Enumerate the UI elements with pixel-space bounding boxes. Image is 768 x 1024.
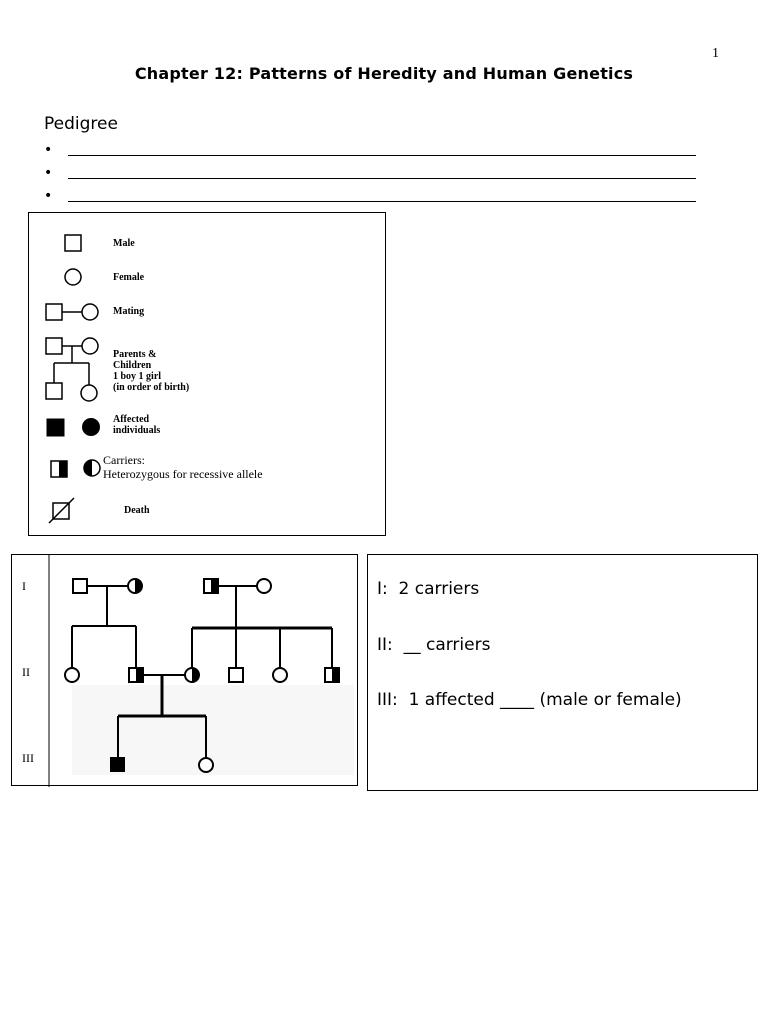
blank-line [68,155,696,156]
bullet-dot: • [44,165,53,181]
mating-icon [46,304,98,320]
bullet-item [44,163,704,186]
female-circle-icon [65,269,81,285]
gen1-female-2 [257,579,271,593]
gen1-male-1 [73,579,87,593]
bullet-item [44,140,704,163]
bullet-dot: • [44,142,53,158]
section-heading: Pedigree [44,114,118,134]
answer-gen1: I: 2 carriers [377,579,480,599]
gen3-female [199,758,213,772]
gen2-carrier-male-3 [325,668,339,682]
blank-line [68,178,696,179]
gen1-carrier-female-1 [128,579,142,593]
page-title: Chapter 12: Patterns of Heredity and Human Genetics [134,64,634,83]
page-number: 1 [712,46,719,61]
affected-male-icon [47,419,64,436]
legend-male-label: Male [113,238,135,249]
legend-parents-children-label [113,349,189,393]
pedigree-legend [28,212,386,536]
gen3-affected-male [110,757,125,772]
male-square-icon [65,235,81,251]
gen2-female-1 [65,668,79,682]
gen2-carrier-male-1 [129,668,143,682]
blank-line [68,201,696,202]
carrier-male-icon [51,461,67,477]
generation-label: II [22,665,30,679]
legend-line: individuals [113,425,161,436]
answer-box [367,554,758,791]
legend-line: 1 boy 1 girl [113,371,162,382]
legend-line: Children [113,360,152,371]
legend-carriers-label [103,453,263,481]
gen1-carrier-male-2 [204,579,218,593]
gen2-male-2 [229,668,243,682]
pedigree-diagram [12,555,359,787]
death-icon [49,498,74,523]
parents-children-icon [46,338,98,401]
legend-female-label: Female [113,272,145,283]
gen2-carrier-female-2 [185,668,199,682]
gen2-female-3 [273,668,287,682]
bullet-dot: • [44,188,53,204]
legend-mating-label: Mating [113,306,145,317]
legend-line: Affected [113,414,150,425]
bullet-item [44,186,704,209]
legend-symbols [29,213,387,537]
pedigree-chart [11,554,358,786]
carrier-female-icon [84,460,100,476]
generation-label: I [22,579,26,593]
generation-label: III [22,751,34,765]
answer-gen3: III: 1 affected ____ (male or female) [377,690,682,710]
affected-female-icon [82,418,100,436]
answer-gen2: II: __ carriers [377,635,491,655]
legend-line: (in order of birth) [113,382,190,393]
legend-line: Heterozygous for recessive allele [103,467,263,481]
legend-line: Carriers: [103,453,145,467]
fill-in-bullet-list [44,140,704,209]
legend-line: Parents & [113,349,157,360]
legend-affected-label [113,414,160,436]
legend-death-label: Death [124,505,150,516]
